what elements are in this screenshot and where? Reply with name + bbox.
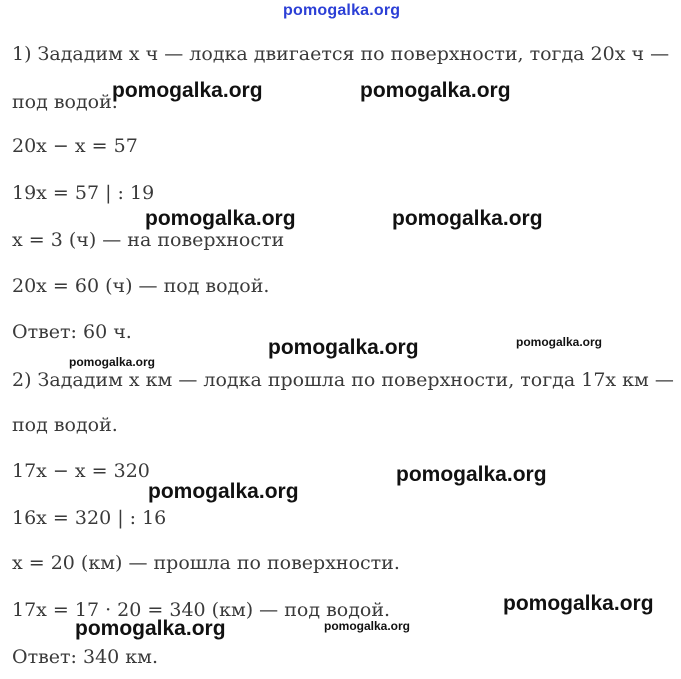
watermark: pomogalka.org — [360, 79, 511, 102]
watermark-small: pomogalka.org — [69, 355, 156, 369]
answer-line-2: Ответ: 340 км. — [12, 646, 158, 668]
watermark: pomogalka.org — [392, 207, 543, 230]
solution-line-6: 20x = 60 (ч) — под водой. — [12, 275, 270, 297]
solution-line-1: 1) Зададим x ч — лодка двигается по поверхности, тогда 20x ч — — [12, 43, 670, 65]
solution-line-5: x = 3 (ч) — на поверхности — [12, 229, 285, 251]
watermark: pomogalka.org — [148, 480, 299, 503]
answer-line-1: Ответ: 60 ч. — [12, 321, 132, 343]
solution-line-2: под водой. — [12, 91, 118, 113]
solution-line-8: под водой. — [12, 414, 118, 436]
watermark: pomogalka.org — [268, 336, 419, 359]
solution-line-7: 2) Зададим x км — лодка прошла по поверхности, тогда 17x км — — [12, 369, 674, 391]
watermark: pomogalka.org — [396, 463, 547, 486]
solution-line-12: 17x = 17 · 20 = 340 (км) — под водой. — [12, 599, 391, 621]
solution-line-9: 17x − x = 320 — [12, 460, 150, 482]
watermark-small: pomogalka.org — [516, 335, 603, 349]
watermark: pomogalka.org — [503, 592, 654, 615]
watermark-top: pomogalka.org — [283, 2, 401, 19]
solution-line-4: 19x = 57 | : 19 — [12, 182, 155, 204]
watermark-small: pomogalka.org — [324, 619, 411, 633]
solution-line-11: x = 20 (км) — прошла по поверхности. — [12, 552, 400, 574]
watermark: pomogalka.org — [112, 79, 263, 102]
watermark: pomogalka.org — [75, 617, 226, 640]
solution-line-10: 16x = 320 | : 16 — [12, 507, 167, 529]
solution-line-3: 20x − x = 57 — [12, 135, 138, 157]
watermark: pomogalka.org — [145, 207, 296, 230]
